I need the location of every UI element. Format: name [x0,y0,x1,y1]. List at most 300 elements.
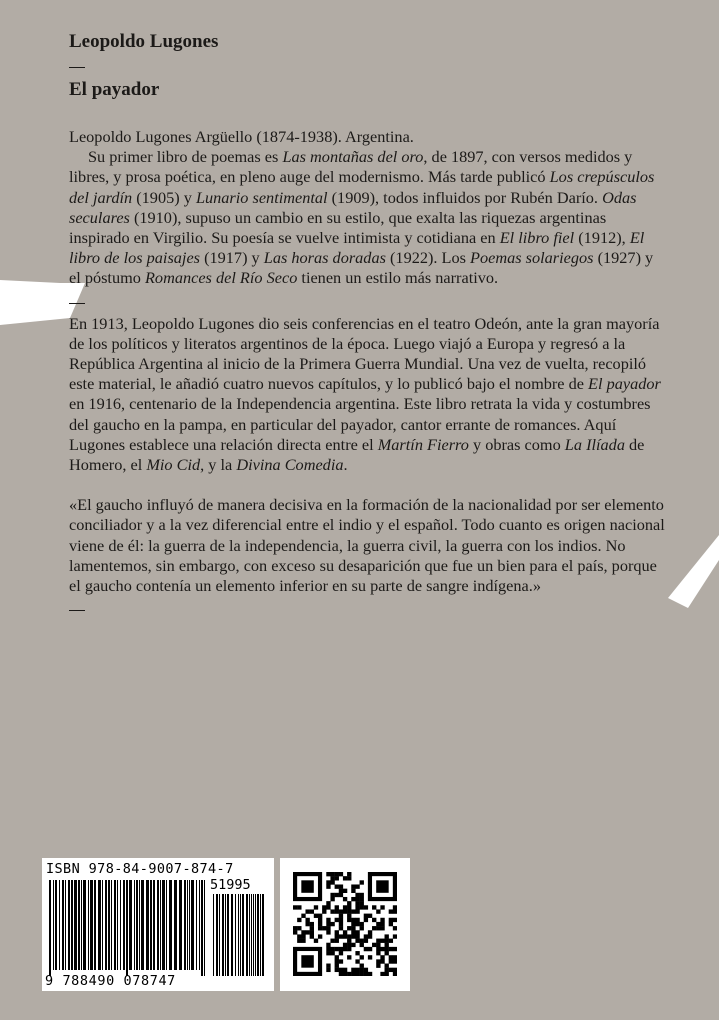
bio-paragraph [69,147,669,288]
qr-module [343,897,347,901]
qr-module [351,926,355,930]
qr-module [318,926,322,930]
qr-module [372,918,376,922]
qr-module [393,909,397,913]
qr-module [343,909,347,913]
barcode-addon-number: 51995 [210,877,251,893]
qr-module [335,939,339,943]
qr-module [351,909,355,913]
barcode-bar [204,880,205,976]
qr-module [368,930,372,934]
italic-title: Las montañas del oro [282,147,424,167]
barcode-bar [184,880,186,970]
qr-module [330,893,334,897]
qr-module [393,959,397,963]
qr-module [360,955,364,959]
qr-module [335,884,339,888]
qr-module [310,930,314,934]
qr-module [385,934,389,938]
qr-module [330,951,334,955]
qr-module [364,947,368,951]
qr-module [364,934,368,938]
qr-module [305,922,309,926]
qr-module [314,939,318,943]
text-run: (1917) y [200,248,264,268]
qr-code [280,858,410,991]
barcode-bar [187,880,188,970]
qr-module [360,926,364,930]
barcode-bar [68,880,70,970]
barcode-bar [117,880,118,970]
barcode-bar [114,880,116,970]
qr-module [330,876,334,880]
qr-module [330,947,334,951]
qr-module [393,955,397,959]
qr-module [347,905,351,909]
qr-module [380,905,384,909]
qr-module [335,872,339,876]
qr-module [360,901,364,905]
qr-module [385,968,389,972]
bio-line: Leopoldo Lugones Argüello (1874-1938). Argentina. [69,127,414,146]
qr-module [380,918,384,922]
text-run: Su primer libro de poemas es [88,147,283,167]
text-run: (1910), supuso un cambio en su estilo, que exalta las riquezas argentinas inspirado en Virgilio. Su poesía se vuelve intimista y cotidiana en [69,207,607,248]
qr-module [347,934,351,938]
qr-module [310,922,314,926]
qr-module [368,972,372,976]
qr-module [293,905,297,909]
qr-module [339,947,343,951]
qr-module [335,955,339,959]
barcode-bar [78,880,80,970]
qr-module [326,905,330,909]
barcode-bar [123,880,125,970]
qr-module [339,893,343,897]
qr-module [335,893,339,897]
qr-module [360,943,364,947]
italic-title: La Ilíada [564,434,625,454]
qr-module [297,918,301,922]
qr-module [376,939,380,943]
qr-module [347,901,351,905]
barcode-bar [146,880,149,970]
italic-title: Las horas doradas [263,248,386,268]
qr-module [314,905,318,909]
qr-module [339,914,343,918]
back-cover-text [69,30,669,611]
qr-module [318,918,322,922]
barcode-bar [162,880,165,970]
qr-module [376,951,380,955]
barcode-bar [253,894,254,976]
qr-module [385,964,389,968]
barcode-bar [88,880,89,970]
barcode-bar [134,880,135,970]
barcode-bar [242,894,244,976]
qr-module [380,972,384,976]
qr-module [326,947,330,951]
qr-module [351,922,355,926]
qr-module [322,905,326,909]
qr-module [335,909,339,913]
qr-module [335,968,339,972]
qr-module [385,972,389,976]
qr-module [351,884,355,888]
qr-module [310,934,314,938]
qr-module [376,922,380,926]
barcode-bar [240,894,241,976]
qr-module [355,968,359,972]
qr-module [347,947,351,951]
qr-module [360,939,364,943]
barcode-bar [213,894,214,976]
qr-module [380,926,384,930]
qr-module [339,918,343,922]
qr-module [335,947,339,951]
qr-module [372,905,376,909]
text-run: tienen un estilo más narrativo. [297,268,499,288]
qr-module [343,876,347,880]
barcode-bar [105,880,107,970]
qr-module [351,930,355,934]
qr-module [347,939,351,943]
qr-finder [376,880,388,892]
qr-module [297,926,301,930]
qr-module [326,951,330,955]
qr-module [393,947,397,951]
qr-module [293,926,297,930]
qr-module [347,972,351,976]
italic-title: Divina Comedia [236,455,344,475]
qr-module [347,876,351,880]
qr-module [364,914,368,918]
qr-module [360,897,364,901]
barcode-bar [169,880,172,970]
qr-module [380,959,384,963]
qr-module [389,955,393,959]
barcode-bar [120,880,121,970]
qr-module [339,926,343,930]
barcode-bars [45,877,271,976]
qr-module [355,884,359,888]
barcode-bar [255,894,256,976]
qr-module [393,934,397,938]
qr-module [368,955,372,959]
barcode-bar [191,880,194,970]
qr-module [326,884,330,888]
qr-module [385,943,389,947]
qr-module [364,918,368,922]
qr-module [326,872,330,876]
qr-module [318,914,322,918]
qr-module [376,909,380,913]
qr-module [343,968,347,972]
barcode-bar [150,880,152,970]
text-run: (1912), [574,228,630,248]
qr-module [343,905,347,909]
isbn-number: ISBN 978-84-9007-874-7 [46,861,234,877]
barcode-bar [141,880,144,970]
barcode-bar [225,894,226,976]
barcode-bar [53,880,54,970]
qr-module [376,964,380,968]
qr-module [355,909,359,913]
qr-module [339,934,343,938]
italic-title: Odas seculares [69,187,637,227]
qr-module [326,901,330,905]
qr-module [305,930,309,934]
barcode-bar [251,894,252,976]
qr-module [376,943,380,947]
qr-module [310,909,314,913]
barcode-bar [65,880,66,970]
qr-module [380,947,384,951]
barcode-bar [108,880,110,970]
qr-module [351,897,355,901]
qr-module [326,880,330,884]
qr-module [339,972,343,976]
text-run: (1905) y [132,187,196,207]
qr-module [351,889,355,893]
qr-module [326,918,330,922]
barcode-bar [81,880,82,970]
qr-module [355,905,359,909]
qr-module [368,914,372,918]
qr-module [322,909,326,913]
qr-module [393,972,397,976]
qr-module [360,968,364,972]
text-run: y obras como [468,434,565,454]
qr-module [301,930,305,934]
qr-module [305,909,309,913]
qr-module [355,901,359,905]
italic-title: Los crepúsculos del jardín [69,167,655,207]
qr-module [339,889,343,893]
qr-module [318,922,322,926]
qr-module [389,947,393,951]
qr-module [393,968,397,972]
qr-module [360,922,364,926]
barcode-bar [174,880,177,970]
qr-module [339,959,343,963]
qr-module [355,893,359,897]
qr-module [343,930,347,934]
qr-module [355,934,359,938]
qr-module [301,939,305,943]
qr-module [355,972,359,976]
barcode-bar [153,880,155,970]
qr-module [343,934,347,938]
qr-module [339,909,343,913]
barcode-bar [126,880,128,976]
qr-module [385,951,389,955]
qr-module [343,943,347,947]
barcode-bar [160,880,161,970]
qr-module [372,926,376,930]
barcode-bar [257,894,259,976]
qr-module [389,968,393,972]
barcode-bar [222,894,224,976]
qr-module [368,934,372,938]
qr-module [330,939,334,943]
qr-module [351,972,355,976]
qr-module [360,880,364,884]
qr-module [360,964,364,968]
qr-module [326,943,330,947]
italic-title: Poemas solariegos [470,248,594,268]
qr-module [351,918,355,922]
barcode-bar [59,880,60,970]
qr-module [314,914,318,918]
qr-module [330,872,334,876]
qr-module [339,884,343,888]
qr-module [355,897,359,901]
qr-module [351,943,355,947]
italic-title: El payador [588,374,661,394]
qr-module [376,947,380,951]
text-run: . [343,455,348,475]
text-run: de Homero, el [69,434,645,475]
qr-module [360,972,364,976]
qr-module [318,934,322,938]
barcode-bar [249,894,250,976]
qr-module [347,914,351,918]
qr-module [355,951,359,955]
qr-module [335,876,339,880]
qr-module [347,955,351,959]
barcode-bar [231,894,233,976]
barcode-bar [49,880,51,976]
barcode-bar [111,880,112,970]
qr-module [343,972,347,976]
qr-module [297,939,301,943]
qr-module [355,922,359,926]
barcode-bar [139,880,140,970]
qr-module [347,872,351,876]
italic-title: El libro fiel [499,228,575,248]
qr-module [360,905,364,909]
barcode-bar [94,880,96,970]
about-paragraph [69,314,669,476]
qr-module [335,905,339,909]
italic-title: Martín Fierro [377,434,469,454]
barcode-bar [246,894,248,976]
italic-title: Romances del Río Seco [144,268,298,288]
qr-module [351,968,355,972]
qr-module [376,959,380,963]
qr-module [305,918,309,922]
barcode-bar [83,880,86,970]
italic-title: El libro de los paisajes [69,228,645,268]
barcode-bar [179,880,182,970]
qr-module [343,947,347,951]
qr-module [339,922,343,926]
qr-module [335,964,339,968]
barcode-bar [74,880,77,970]
barcode-bar [71,880,73,970]
barcode-bar [55,880,57,970]
qr-module [389,909,393,913]
qr-module [393,918,397,922]
barcode-bar [199,880,200,970]
qr-module [310,926,314,930]
ean-digits: 9 788490 078747 [45,973,176,989]
author-name: Leopoldo Lugones [69,31,219,52]
text-run: , y la [200,455,237,475]
divider-dash [69,610,85,611]
qr-module [355,959,359,963]
qr-module [301,914,305,918]
qr-module [364,972,368,976]
qr-module [393,905,397,909]
qr-module [335,930,339,934]
qr-code-pattern [293,872,397,976]
qr-module [380,955,384,959]
qr-module [330,897,334,901]
qr-module [343,889,347,893]
qr-module [326,926,330,930]
qr-module [326,930,330,934]
qr-module [364,905,368,909]
qr-finder [301,955,313,967]
barcode-bar [189,880,190,970]
qr-module [335,918,339,922]
text-run: (1927) y el póstumo [69,248,654,288]
quote-paragraph: «El gaucho influyó de manera decisiva en la formación de la nacionalidad por ser elemento conciliador y a la vez diferencial entre el indio y el español. Todo cuanto es origen nacional viene de él: la guerra de la independencia, la guerra civil, la guerra con los indios. No lamentemos, sin embargo, con exceso su desaparición que fue un bien para el país, porque el gaucho contenía un elemento inferior en su parte de sangre indígena.» [69,495,665,596]
barcode-bar [62,880,64,970]
qr-module [389,922,393,926]
qr-module [355,918,359,922]
isbn-barcode [42,858,274,991]
barcode-bar [129,880,132,970]
qr-module [330,880,334,884]
qr-module [326,922,330,926]
qr-module [347,918,351,922]
barcode-bar [235,894,236,976]
qr-module [330,922,334,926]
barcode-bar [201,880,203,976]
qr-module [385,939,389,943]
text-run: En 1913, Leopoldo Lugones dio seis conferencias en el teatro Odeón, ante la gran mayoría de los políticos y literatos argentinos de la época. Luego viajó a Europa y regresó a la República Argentina al inicio de la Primera Guerra Mundial. Una vez de vuelta, recopiló este material, le añadió cuatro nuevos capítulos, y lo publicó bajo el nombre de [69,313,660,394]
barcode-bar [90,880,93,970]
qr-module [293,930,297,934]
qr-module [380,939,384,943]
qr-module [322,926,326,930]
barcode-bar [157,880,159,970]
qr-module [335,934,339,938]
qr-module [297,934,301,938]
qr-module [351,934,355,938]
qr-module [347,909,351,913]
qr-module [335,959,339,963]
barcode-bar [227,894,229,976]
qr-module [385,947,389,951]
text-run: , de 1897, con versos medidos y libres, y prosa poética, en pleno auge del modernismo. Más tarde publicó [69,147,633,187]
qr-module [376,926,380,930]
qr-module [364,968,368,972]
barcode-bar [102,880,103,970]
barcode-bar [219,894,220,976]
qr-finder [301,880,313,892]
qr-module [389,939,393,943]
book-title: El payador [69,79,160,100]
barcode-bar [166,880,167,970]
italic-title: Lunario sentimental [195,187,328,207]
qr-module [326,968,330,972]
divider-dash [69,303,85,304]
barcode-bar [136,880,138,970]
